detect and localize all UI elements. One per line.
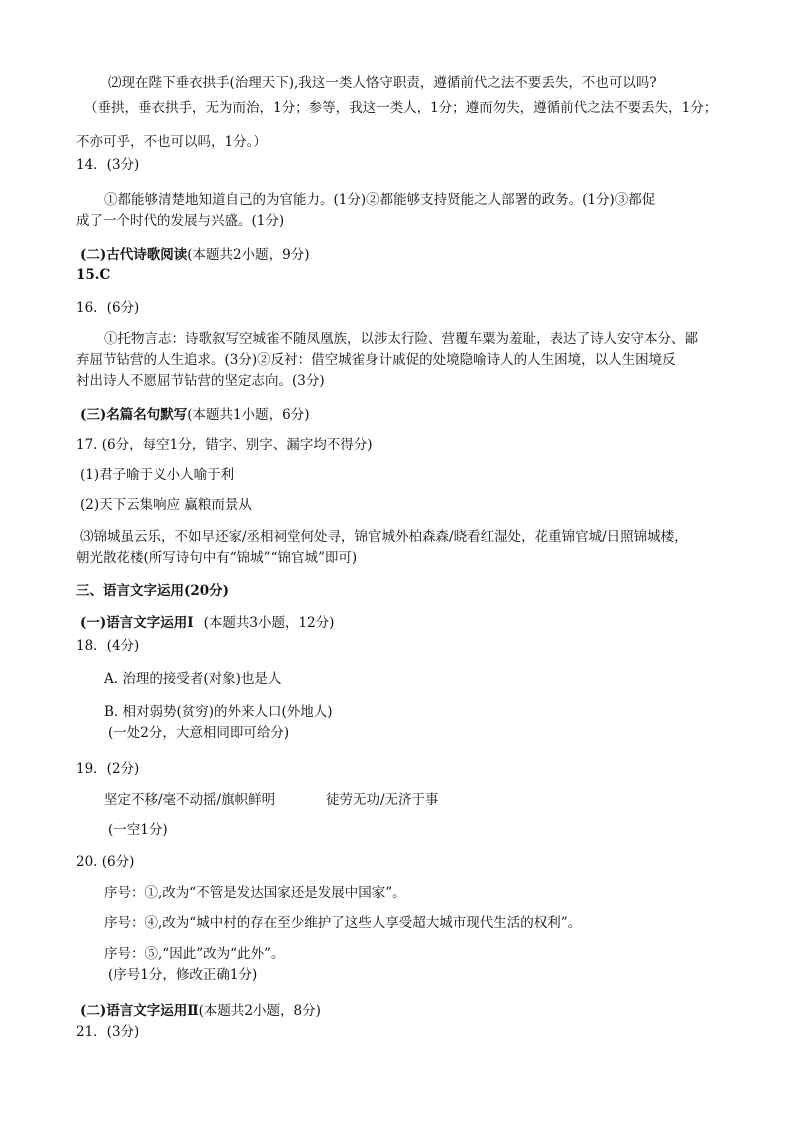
question-number: 17. (6分，每空1分，错字、别字、漏字均不得分): [76, 437, 373, 453]
section-title: (二)语言文字运用Ⅱ: [80, 1003, 199, 1019]
scoring-note: (一空1分): [108, 822, 168, 838]
section-note: (本题共3小题，12分): [203, 615, 335, 631]
part-heading: 三、语言文字运用(20分): [76, 583, 230, 599]
answer-line: 序号：④,改为“城中村的存在至少维护了这些人享受超大城市现代生活的权利”。: [104, 915, 582, 931]
answer-line: (1)君子喻于义小人喻于利: [80, 467, 235, 483]
section-title: (二)古代诗歌阅读: [80, 247, 188, 263]
answer-line: 徒劳无功/无济于事: [326, 792, 439, 808]
question-number: 14．(3分): [76, 157, 140, 173]
answer-line: 坚定不移/毫不动摇/旗帜鲜明: [104, 792, 276, 808]
answer-line: ①都能够清楚地知道自己的为官能力。(1分)②都能够支持贤能之人部署的政务。(1分)③都促: [104, 192, 656, 208]
answer-line: 衬出诗人不愿屈节钻营的坚定志向。(3分): [76, 373, 325, 389]
section-note: (本题共2小题，9分): [187, 247, 310, 263]
section-title: (一)语言文字运用Ⅰ: [80, 615, 194, 631]
scoring-note: (一处2分，大意相同即可给分): [108, 725, 290, 741]
scoring-note: (序号1分，修改正确1分): [108, 967, 258, 983]
answer-line: 弃屈节钻营的人生追求。(3分)②反衬：借空城雀身计戚促的处境隐喻诗人的人生困境，以人生困境反: [76, 352, 676, 368]
answer-line: ⑵现在陛下垂衣拱手(治理天下),我这一类人恪守职责，遵循前代之法不要丢失，不也可以吗?: [108, 75, 657, 91]
question-number: 20. (6分): [76, 854, 135, 870]
answer-line: B. 相对弱势(贫穷)的外来人口(外地人): [104, 704, 333, 720]
answer-line: 序号：⑤,“因此”改为“此外”。: [104, 946, 285, 962]
section-heading: [80, 614, 334, 632]
section-note: (本题共1小题，6分): [187, 407, 310, 423]
question-number: 21．(3分): [76, 1024, 140, 1040]
answer-line: 15.C: [76, 267, 111, 283]
question-number: 16．(6分): [76, 300, 140, 316]
section-title: (三)名篇名句默写: [80, 407, 188, 423]
section-note: (本题共2小题，8分): [198, 1003, 321, 1019]
answer-line: 朝光散花楼(所写诗句中有“锦城”“锦官城”即可): [76, 550, 358, 566]
question-number: 18．(4分): [76, 638, 140, 654]
answer-line: ⑶锦城虽云乐，不如早还家/丞相祠堂何处寻，锦官城外柏森森/晓看红湿处，花重锦官城/日照锦城楼，: [80, 529, 688, 545]
question-number: 19．(2分): [76, 761, 140, 777]
answer-line: A. 治理的接受者(对象)也是人: [104, 671, 282, 687]
answer-line: 序号：①,改为“不管是发达国家还是发展中国家”。: [104, 885, 406, 901]
answer-line: (2)天下云集响应 赢粮而景从: [80, 497, 252, 513]
section-heading: [80, 1002, 321, 1020]
answer-line: （垂拱，垂衣拱手，无为而治，1分；参等，我这一类人，1分；遵而勿失，遵循前代之法不要丢失，1分；: [84, 100, 718, 116]
section-heading: [80, 246, 310, 264]
answer-line: ①托物言志：诗歌叙写空城雀不随凤凰族，以涉太行险、营覆车粟为羞耻，表达了诗人安守本分、鄙: [104, 331, 698, 347]
section-heading: [80, 406, 310, 424]
answer-line: 成了一个时代的发展与兴盛。(1分): [76, 213, 285, 229]
answer-line: 不亦可乎，不也可以吗，1分。）: [76, 134, 267, 150]
